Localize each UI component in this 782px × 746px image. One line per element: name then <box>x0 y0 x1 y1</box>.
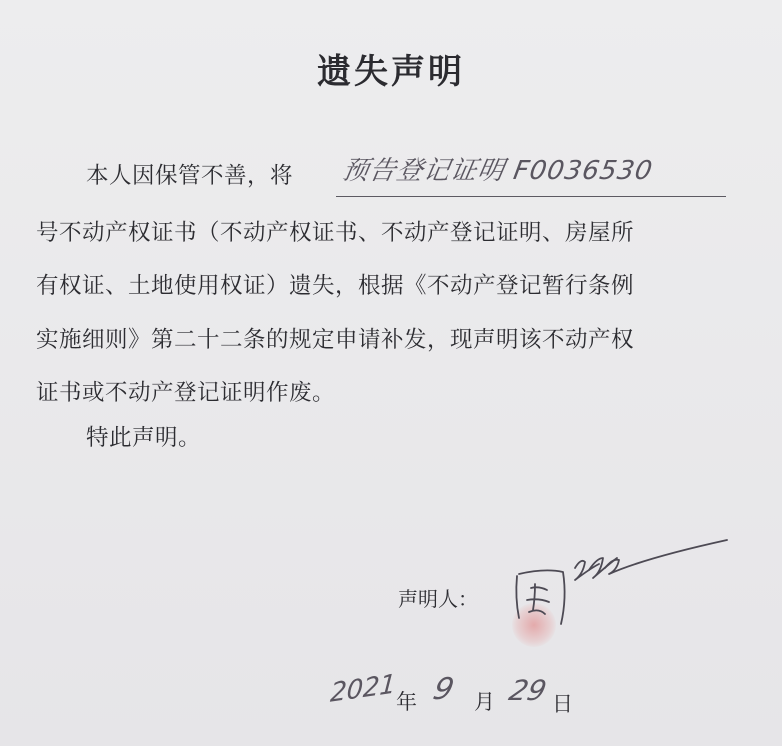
day-label: 日 <box>552 692 573 716</box>
certificate-number-handwritten: 预告登记证明 F0036530 <box>339 156 656 186</box>
body-line-1-text: 本人因保管不善，将 <box>86 163 294 189</box>
date-row <box>330 668 630 718</box>
declarant-label: 声明人： <box>398 587 478 611</box>
month-label: 月 <box>474 690 495 714</box>
document-title: 遗失声明 <box>317 52 465 92</box>
body-line-3: 有权证、土地使用权证）遗失，根据《不动产登记暂行条例 <box>36 273 635 299</box>
fill-in-underline <box>336 196 726 197</box>
body-line-4: 实施细则》第二十二条的规定申请补发，现声明该不动产权 <box>36 327 635 353</box>
body-line-1 <box>86 158 293 190</box>
signature-strokes <box>505 528 735 628</box>
body-line-5: 证书或不动产登记证明作废。 <box>36 380 336 406</box>
handwritten-signature <box>505 528 735 628</box>
body-line-2: 号不动产权证书（不动产权证书、不动产登记证明、房屋所 <box>36 220 635 246</box>
year-label: 年 <box>396 690 417 714</box>
closing-line: 特此声明。 <box>86 425 202 451</box>
year-handwritten: 2021 <box>329 669 397 709</box>
month-handwritten: 9 <box>429 672 458 707</box>
day-handwritten: 29 <box>505 674 550 707</box>
